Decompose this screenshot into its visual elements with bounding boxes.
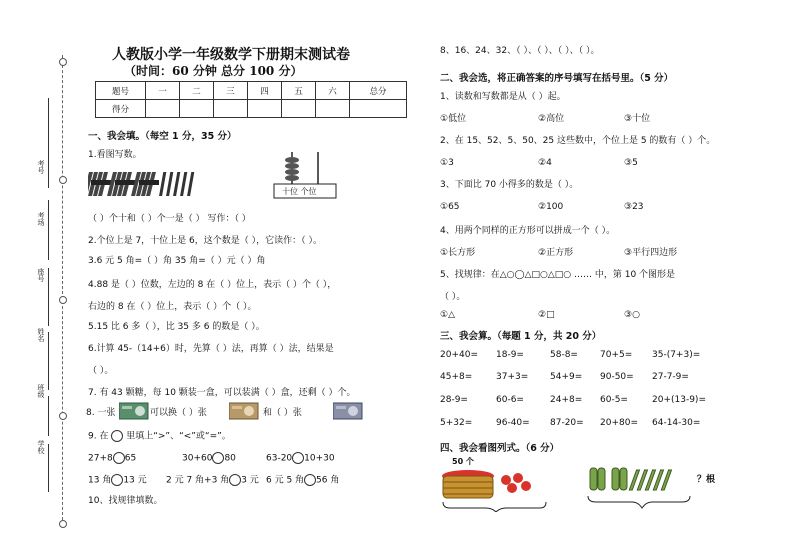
margin-label-seat: 座号 <box>37 268 45 282</box>
choice-option[interactable]: ①低位 <box>440 114 467 124</box>
page-title: 人教版小学一年级数学下册期末测试卷 <box>112 47 350 63</box>
question-4-line-1: 4.88 是（ ）位数，左边的 8 在（ ）位上，表示（ ）个（ ）， <box>88 280 337 290</box>
score-input-cell[interactable] <box>214 100 248 118</box>
compare-right: 80 <box>224 453 236 464</box>
compare-item <box>88 452 136 465</box>
stick-bundles-image <box>88 168 198 200</box>
page-subtitle: （时间：60 分钟 总分 100 分） <box>124 64 303 78</box>
section-4-heading: 四、我会看图列式。（6 分） <box>440 443 560 454</box>
calc-item: 60-6= <box>496 395 524 405</box>
binding-hole <box>59 296 67 304</box>
choice-question-2: 2、在 15、52、5、50、25 这些数中，个位上是 5 的数有（ ）个。 <box>440 136 716 146</box>
picture-question-label: ？根 <box>697 475 716 485</box>
binding-hole <box>59 520 67 528</box>
stick-bundle <box>107 172 135 196</box>
question-5: 5.15 比 6 多（ ），比 35 多 6 的数是（ ）。 <box>88 322 265 332</box>
question-1-blanks: （ ）个十和（ ）个一是（ ） 写作：（ ） <box>88 214 251 224</box>
binding-line <box>62 55 63 525</box>
question-2: 2.个位上是 7，十位上是 6，这个数是（ ），它读作：（ ）。 <box>88 236 322 246</box>
score-cell: 六 <box>316 82 350 100</box>
compare-item <box>266 452 335 465</box>
choice-option[interactable]: ③23 <box>624 202 644 212</box>
margin-fill-line <box>48 200 49 260</box>
compare-circle-icon[interactable] <box>292 452 304 464</box>
question-3: 3.6 元 5 角=（ ）角 35 角=（ ）元（ ）角 <box>88 256 266 266</box>
choice-option[interactable]: ③十位 <box>624 114 651 124</box>
compare-left: 6 元 5 角 <box>266 475 305 486</box>
score-cell: 四 <box>248 82 282 100</box>
calc-item: 37+3= <box>496 372 529 382</box>
compare-circle-icon[interactable] <box>111 474 123 486</box>
margin-fill-line <box>48 396 49 436</box>
score-cell: 五 <box>282 82 316 100</box>
compare-circle-icon[interactable] <box>113 452 125 464</box>
score-cell: 得分 <box>96 100 146 118</box>
calc-item: 60-5= <box>600 395 628 405</box>
question-10-sequence: 8、16、24、32、（ ）、（ ）、（ ）、（ ）。 <box>440 46 600 56</box>
score-input-cell[interactable] <box>316 100 350 118</box>
section-3-heading: 三、我会算。（每题 1 分，共 20 分） <box>440 331 602 342</box>
question-8-part-a: 8. 一张 <box>86 408 116 418</box>
margin-fill-line <box>48 98 49 188</box>
section-2-heading: 二、我会选，将正确答案的序号填写在括号里。（5 分） <box>440 73 674 84</box>
score-cell: 二 <box>180 82 214 100</box>
score-input-cell[interactable] <box>248 100 282 118</box>
corn-sticks-image <box>586 466 696 510</box>
score-input-cell[interactable] <box>350 100 407 118</box>
calc-item: 18-9= <box>496 350 524 360</box>
question-8-part-c: 和（ ）张 <box>263 408 302 418</box>
calc-item: 20+80= <box>600 418 638 428</box>
compare-right: 3 元 <box>241 475 259 486</box>
calc-item: 87-20= <box>550 418 584 428</box>
compare-item <box>88 474 147 487</box>
calc-item: 35-(7+3)= <box>652 350 701 360</box>
score-input-cell[interactable] <box>146 100 180 118</box>
stick-bundle <box>88 172 111 196</box>
binding-hole <box>59 58 67 66</box>
calc-item: 27-7-9= <box>652 372 689 382</box>
apple-basket-image <box>440 464 550 512</box>
score-cell: 一 <box>146 82 180 100</box>
choice-option[interactable]: ③○ <box>624 310 640 320</box>
compare-circle-icon[interactable] <box>229 474 241 486</box>
loose-sticks <box>159 172 194 196</box>
choice-question-1: 1、读数和写数都是从（ ）起。 <box>440 92 566 102</box>
margin-label-exam-no: 考号 <box>37 160 45 174</box>
choice-question-3: 3、下面比 70 小得多的数是（ ）。 <box>440 180 579 190</box>
compare-right: 10+30 <box>304 453 335 464</box>
margin-fill-line <box>48 268 49 326</box>
compare-circle-icon[interactable] <box>304 474 316 486</box>
calc-item: 5+32= <box>440 418 473 428</box>
choice-option[interactable]: ②高位 <box>538 114 565 124</box>
compare-left: 30+60 <box>182 453 213 464</box>
margin-label-school: 学校 <box>37 440 45 454</box>
calc-item: 58-8= <box>550 350 578 360</box>
choice-question-5-line-1: 5、找规律：在△○◯△□○△□○ …… 中，第 10 个图形是 <box>440 270 676 280</box>
calc-item: 28-9= <box>440 395 468 405</box>
margin-label-room: 考场 <box>37 212 45 226</box>
compare-circle-icon <box>111 430 123 442</box>
compare-left: 2 元 7 角+3 角 <box>166 475 230 486</box>
choice-option[interactable]: ③5 <box>624 158 638 168</box>
question-10: 10、找规律填数。 <box>88 496 163 506</box>
compare-item <box>266 474 339 487</box>
question-6-line-2: （ ）。 <box>88 366 114 376</box>
calc-item: 64-14-30= <box>652 418 701 428</box>
compare-right: 56 角 <box>316 475 340 486</box>
score-input-cell[interactable] <box>180 100 214 118</box>
score-cell: 题号 <box>96 82 146 100</box>
banknote-image <box>119 402 149 420</box>
abacus-label: 十位 个位 <box>282 187 317 196</box>
calc-item: 54+9= <box>550 372 583 382</box>
choice-option[interactable]: ①3 <box>440 158 454 168</box>
margin-fill-line <box>48 444 49 492</box>
score-table-header-row <box>96 82 407 100</box>
score-cell: 总分 <box>350 82 407 100</box>
question-9-label: 9. 在 <box>88 431 109 442</box>
calc-item: 70+5= <box>600 350 633 360</box>
score-table-score-row <box>96 100 407 118</box>
calc-item: 20+40= <box>440 350 478 360</box>
choice-option[interactable]: ③平行四边形 <box>624 248 678 258</box>
compare-right: 65 <box>124 453 137 464</box>
calc-item: 90-50= <box>600 372 634 382</box>
calc-item: 96-40= <box>496 418 530 428</box>
score-table <box>95 81 407 118</box>
compare-item <box>182 452 236 465</box>
choice-question-4: 4、用两个同样的正方形可以拼成一个（ ）。 <box>440 226 616 236</box>
compare-left: 13 角 <box>88 475 112 486</box>
score-cell: 三 <box>214 82 248 100</box>
calc-item: 24+8= <box>550 395 583 405</box>
stick-bundle <box>131 172 159 196</box>
choice-option[interactable]: ①△ <box>440 310 455 320</box>
question-6-line-1: 6.计算 45-（14+6）时，先算（ ）法，再算（ ）法，结果是 <box>88 344 334 354</box>
compare-item <box>166 474 259 487</box>
score-input-cell[interactable] <box>282 100 316 118</box>
binding-hole <box>59 176 67 184</box>
question-4-line-2: 右边的 8 在（ ）位上，表示（ ）个（ ）。 <box>88 302 257 312</box>
calc-item: 20+(13-9)= <box>652 395 706 405</box>
calc-item: 45+8= <box>440 372 473 382</box>
question-8-part-b: 可以换（ ）张 <box>150 408 207 418</box>
compare-left: 27+8 <box>88 453 113 464</box>
question-1: 1.看图写数。 <box>88 150 142 160</box>
question-7: 7. 有 43 颗糖，每 10 颗装一盒，可以装满（ ）盒，还剩（ ）个。 <box>88 388 356 398</box>
choice-option[interactable]: ①65 <box>440 202 460 212</box>
compare-left: 63-20 <box>266 453 293 464</box>
choice-option[interactable]: ②正方形 <box>538 248 574 258</box>
choice-option[interactable]: ①长方形 <box>440 248 476 258</box>
banknote-image <box>229 402 259 420</box>
basket <box>442 470 494 498</box>
question-9-instruction: 里填上“>”、“<”或“=”。 <box>126 431 231 442</box>
choice-option[interactable]: ②100 <box>538 202 564 212</box>
banknote-image <box>333 402 363 420</box>
apples <box>501 473 531 493</box>
margin-label-name: 姓名 <box>37 328 45 342</box>
picture-label: 50 个 <box>452 457 474 466</box>
section-1-heading: 一、我会填。（每空 1 分，35 分） <box>88 131 237 142</box>
margin-label-class: 班级 <box>37 384 45 398</box>
margin-fill-line <box>48 332 49 390</box>
binding-hole <box>59 412 67 420</box>
choice-option[interactable]: ②4 <box>538 158 552 168</box>
choice-question-5-line-2: （ ）。 <box>440 292 466 302</box>
question-9 <box>88 430 231 443</box>
compare-right: 13 元 <box>123 475 147 486</box>
compare-circle-icon[interactable] <box>212 452 224 464</box>
choice-option[interactable]: ②□ <box>538 310 555 320</box>
